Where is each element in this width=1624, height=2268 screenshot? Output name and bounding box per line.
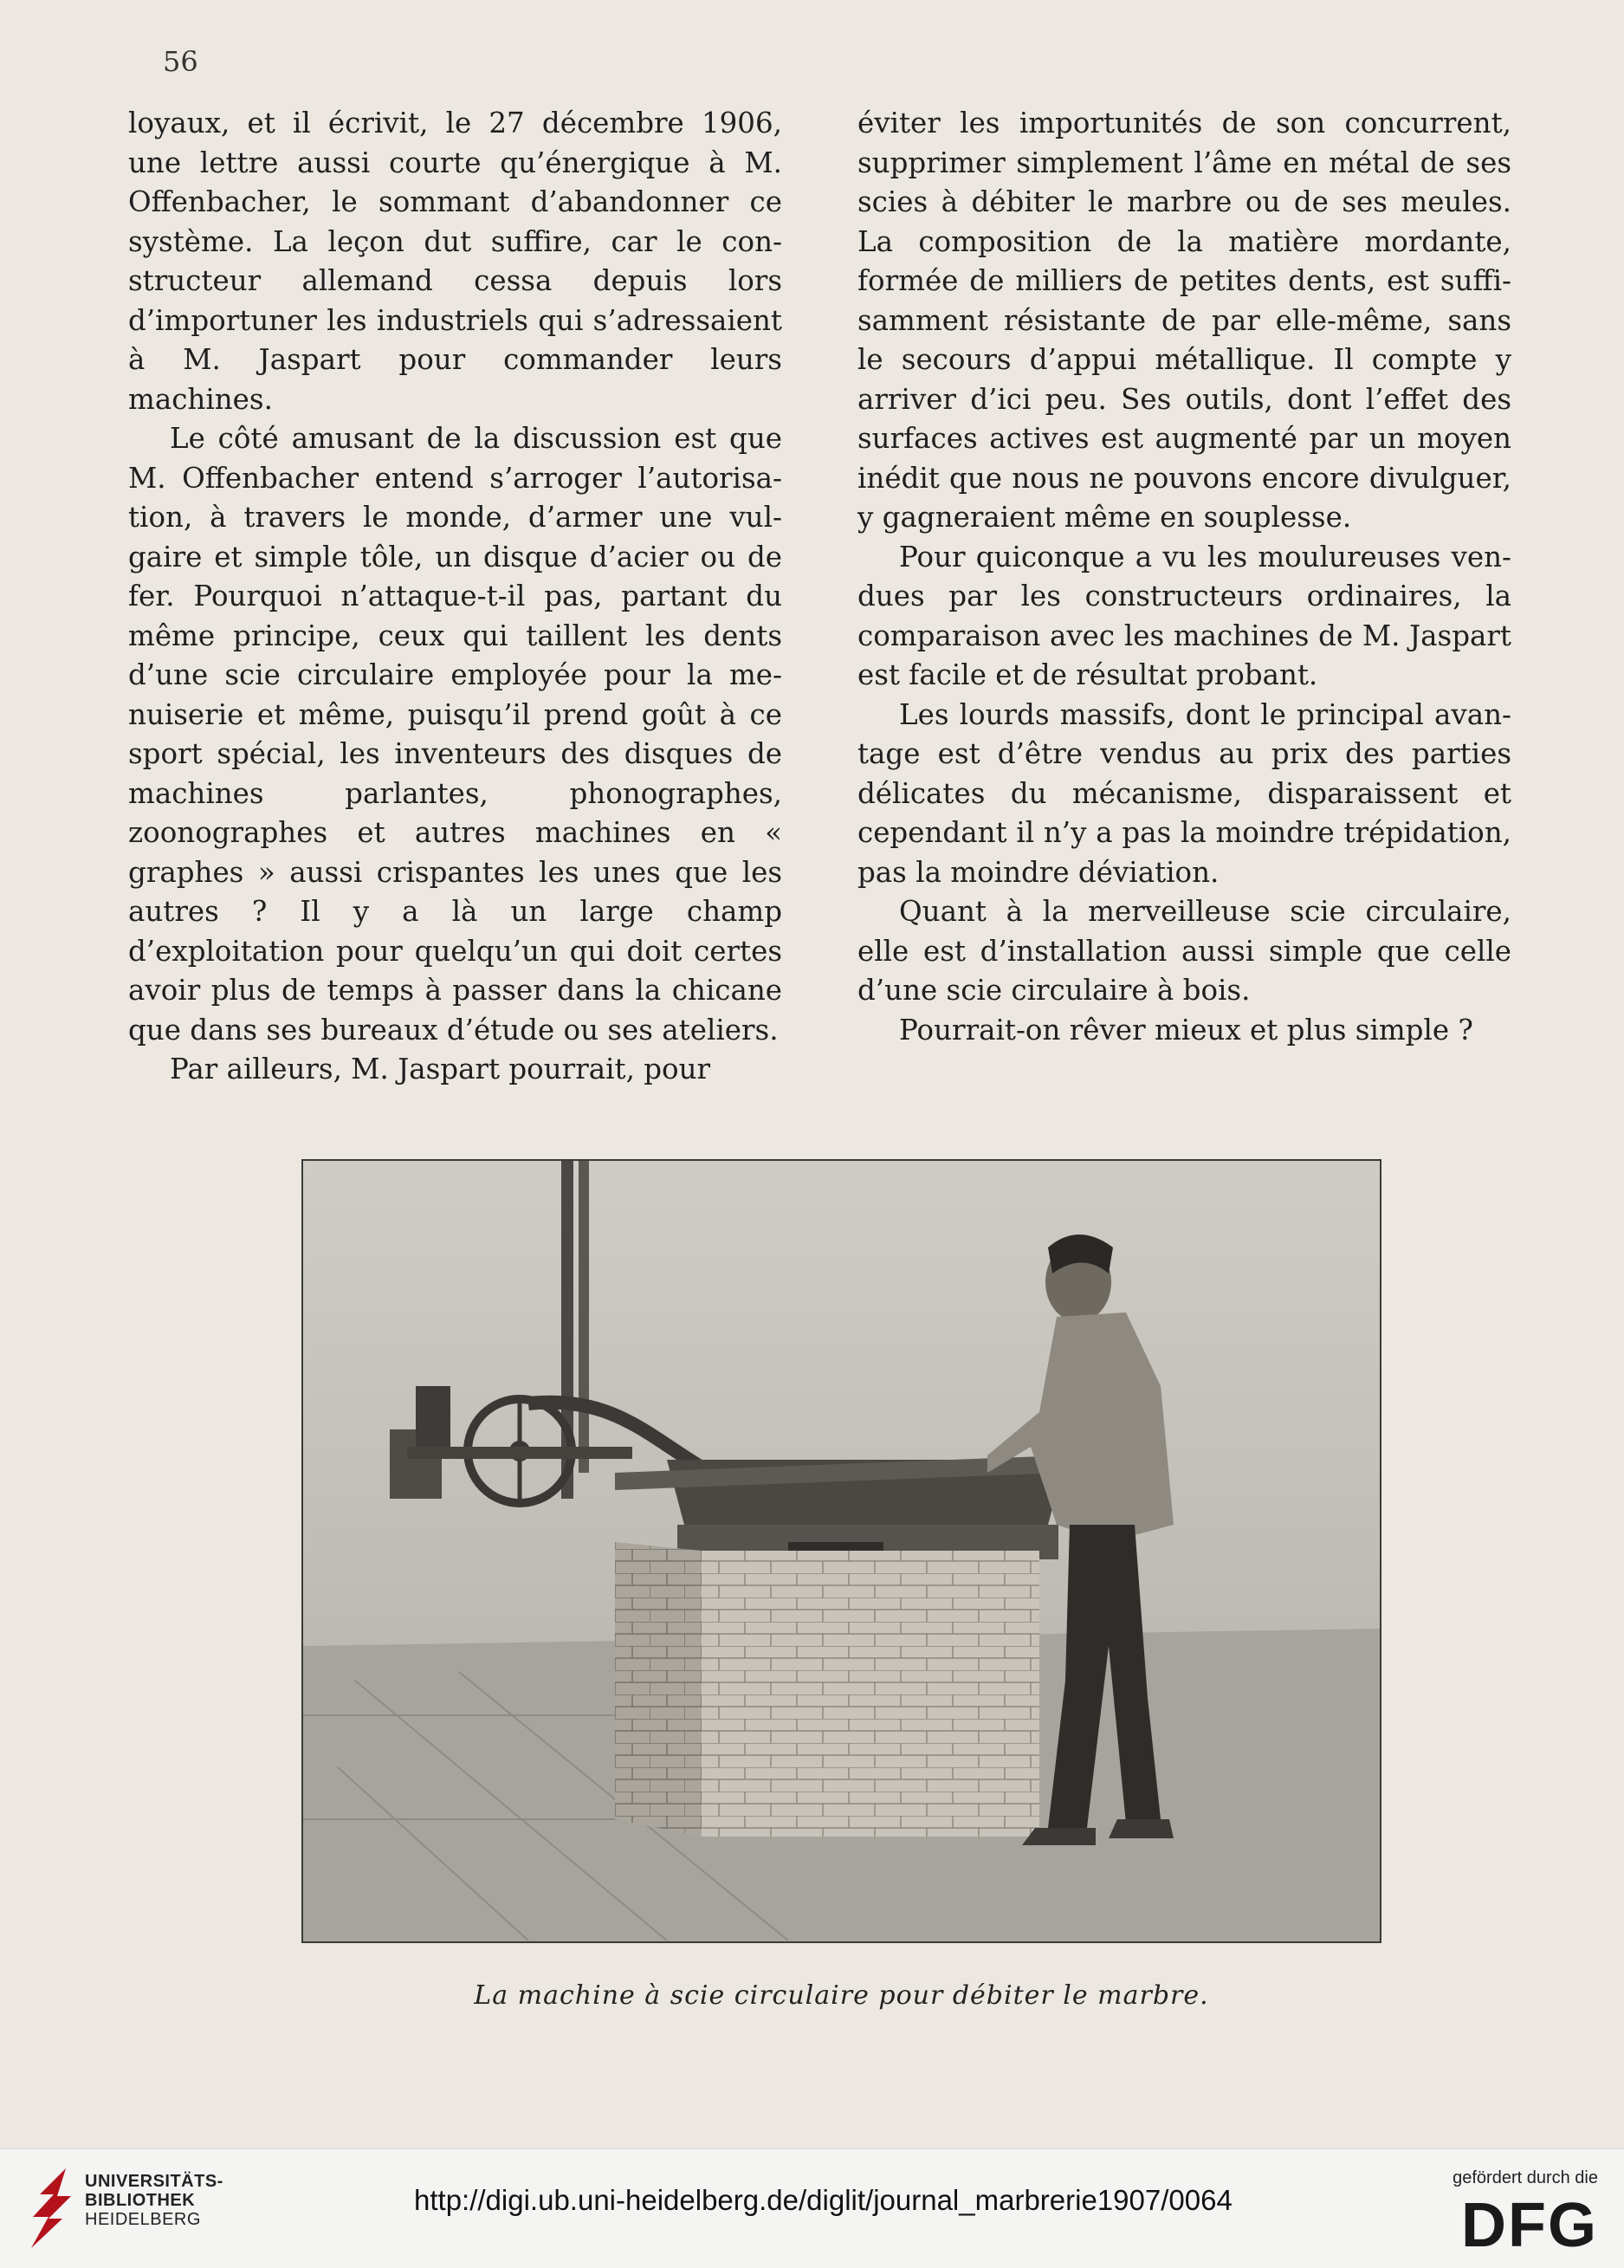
library-name: UNIVERSITÄTS- BIBLIOTHEK HEIDELBERG <box>85 2172 223 2229</box>
paragraph: Les lourds massifs, dont le principal avantage est d’être vendus au prix des parties délicates du mécanisme, disparaissent et cependant il n’y a pas la moindre trépidation, pas la moindre déviation. <box>857 697 1511 889</box>
funding-label: gefördert durch die <box>1453 2168 1598 2187</box>
university-library-logo-icon <box>28 2165 78 2252</box>
left-text-column <box>128 104 782 1090</box>
source-url-link[interactable]: http://digi.ub.uni-heidelberg.de/diglit/journal_marbrerie1907/0064 <box>414 2184 1233 2216</box>
paragraph: Pour quiconque a vu les moulureuses vendues par les constructeurs ordinaires, la comparaison avec les machines de M. Jaspart est facile et de résultat probant. <box>857 540 1511 691</box>
paragraph: Quant à la merveilleuse scie circulaire, elle est d’installation aussi simple que celle d’une scie circulaire à bois. <box>857 895 1511 1007</box>
dfg-logo: DFG <box>1461 2191 1598 2260</box>
paragraph: Le côté amusant de la discussion est que M. Offenbacher entend s’arroger l’autorisation, à travers le monde, d’armer une vulgaire et simple tôle, un disque d’acier ou de fer. Pourquoi n’attaque-t-il pas, partant du même principe, ceux qui taillent les dents d’une scie circulaire employée pour la menuiserie et même, puisqu’il prend goût à ce sport spécial, les inventeurs des disques de machines parlantes, phonographes, zoonographes et autres machines en « graphes » aussi crispantes les unes que les autres ? Il y a là un large champ d’exploitation pour quelqu’un qui doit certes avoir plus de temps à passer dans la chicane que dans ses bureaux d’étude ou ses ateliers. <box>128 422 782 1047</box>
figure-caption: La machine à scie circulaire pour débiter le marbre. <box>474 1980 1209 2011</box>
digitization-footer <box>0 2148 1624 2268</box>
paragraph: Par ailleurs, M. Jaspart pourrait, pour <box>170 1053 711 1085</box>
right-text-column <box>857 104 1511 1050</box>
paragraph: éviter les importunités de son concurrent, supprimer simplement l’âme en métal de ses scies à débiter le marbre ou de ses meules. La composition de la matière mordante, formée de milliers de petites dents, est suffisamment résistante de par elle-même, sans le secours d’appui métallique. Il compte y arriver d’ici peu. Ses outils, dont l’effet des surfaces actives est augmenté par un moyen inédit que nous ne pouvons encore divulguer, y gagneraient même en souplesse. <box>857 107 1511 534</box>
page-number: 56 <box>163 45 198 78</box>
paragraph: loyaux, et il écrivit, le 27 décembre 1906, une lettre aussi courte qu’énergique à M. Offenbacher, le sommant d’abandonner ce système. La leçon dut suffire, car le constructeur allemand cessa depuis lors d’importuner les industriels qui s’adressaient à M. Jaspart pour commander leurs machines. <box>128 107 782 416</box>
paragraph: Pourrait-on rêver mieux et plus simple ? <box>899 1013 1473 1047</box>
machine-photograph <box>301 1159 1381 1943</box>
